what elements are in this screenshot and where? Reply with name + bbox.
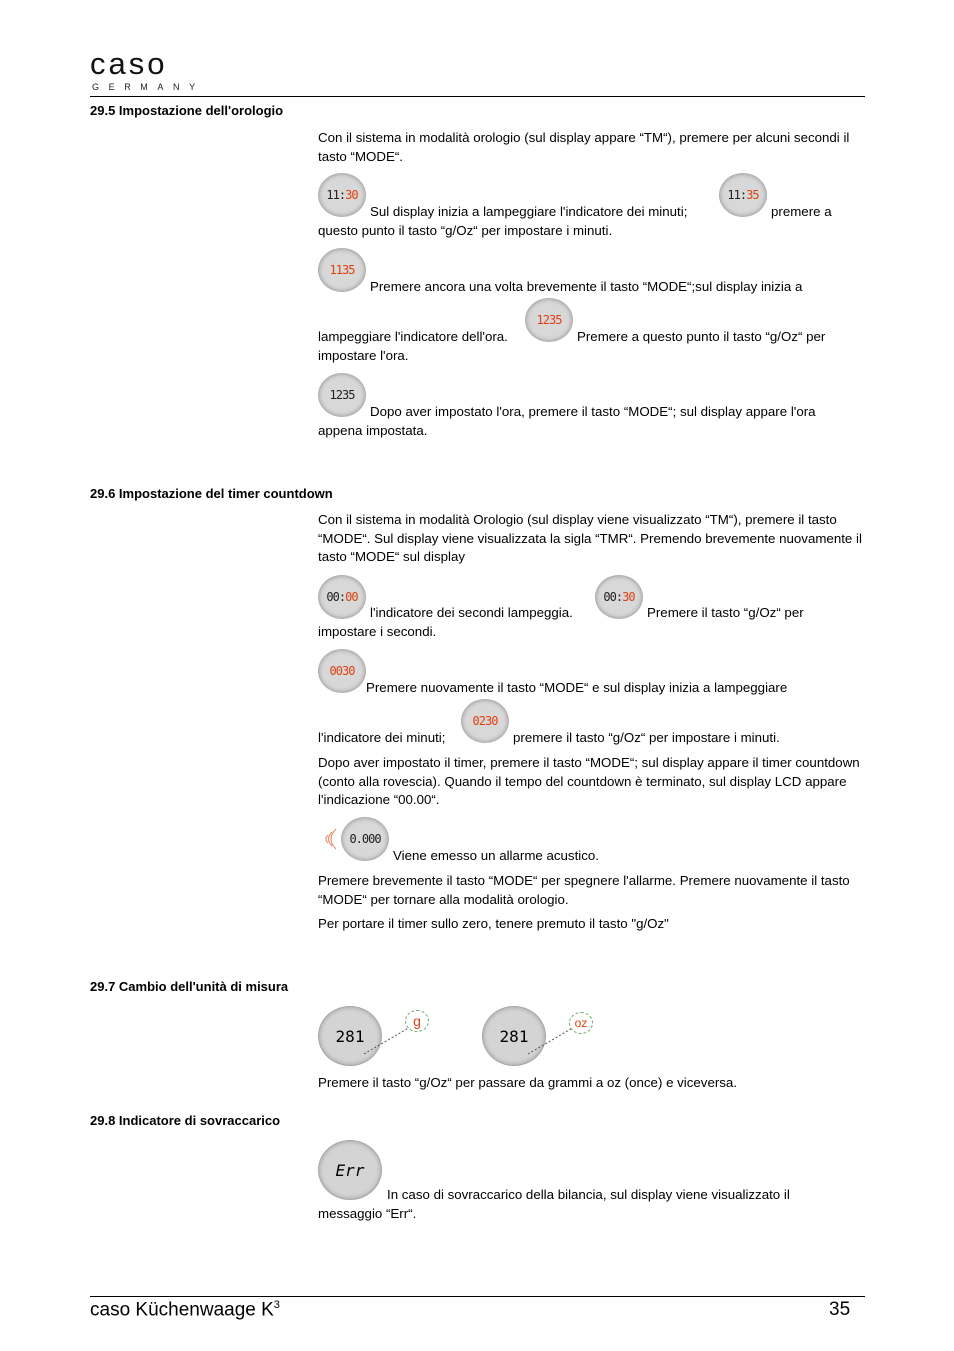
s296-para2: Premere brevemente il tasto “MODE“ per spegnere l'allarme. Premere nuovamente il tasto “MODE“ per tornare alla modalità orologio.: [318, 873, 850, 907]
s298-text-a: In caso di sovraccarico della bilancia, sul display viene visualizzato il: [387, 1187, 790, 1202]
display-clock-1135: 1135: [318, 248, 366, 292]
display-clock-set: 1235: [318, 373, 366, 417]
display-timer-seconds: 00: 00: [318, 575, 366, 619]
display-clock-minutes: 11: 30: [318, 173, 366, 217]
page-number: 35: [829, 1299, 851, 1320]
display-timer-minutes: 0030: [318, 649, 366, 693]
unit-badge-ounces: oz: [569, 1012, 593, 1034]
s298-text-b: messaggio “Err“.: [318, 1206, 417, 1221]
alarm-sound-icon: [322, 826, 338, 852]
display-timer-minutes-set: 0230: [461, 699, 509, 743]
s296-step1-c: impostare i secondi.: [318, 624, 437, 639]
s295-step2-d: impostare l'ora.: [318, 348, 409, 363]
section-heading-29-6: 29.6 Impostazione del timer countdown: [90, 486, 333, 501]
s297-text: Premere il tasto “g/Oz“ per passare da grammi a oz (once) e viceversa.: [318, 1075, 738, 1090]
s296-intro: Con il sistema in modalità Orologio (sul display viene visualizzato “TM“), premere il tasto “MODE“. Sul display viene visualizzata la sigla “TMR“. Premendo brevemente nuovamente il tasto “MODE“ sul display: [318, 512, 862, 565]
display-clock-minutes-set: 11: 35: [719, 173, 767, 217]
display-timer-zero: 0.000: [341, 817, 389, 861]
s296-para3: Per portare il timer sullo zero, tenere premuto il tasto "g/Oz": [318, 916, 669, 931]
s295-step2-b: lampeggiare l'indicatore dell'ora.: [318, 329, 508, 344]
s295-step3-a: Dopo aver impostato l'ora, premere il tasto “MODE“; sul display appare l'ora: [370, 404, 816, 419]
display-clock-hour: 1235: [525, 298, 573, 342]
display-weight-ounces: 281: [482, 1006, 546, 1066]
s295-step1-c: questo punto il tasto “g/Oz“ per impostare i minuti.: [318, 223, 613, 238]
s295-step3-b: appena impostata.: [318, 423, 428, 438]
display-weight-grams: 281: [318, 1006, 382, 1066]
header-rule: [90, 96, 865, 97]
footer-title: caso Küchenwaage $K^3$: [90, 1299, 280, 1321]
brand-logo: [78, 44, 208, 96]
display-overload: Err: [318, 1140, 382, 1200]
s296-alarm: Viene emesso un allarme acustico.: [393, 848, 599, 863]
section-heading-29-5: 29.5 Impostazione dell'orologio: [90, 103, 284, 118]
footer-title-superscript: 3: [273, 1299, 280, 1311]
s295-step2-a: Premere ancora una volta brevemente il tasto “MODE“;sul display inizia a: [370, 279, 803, 294]
s295-intro: Con il sistema in modalità orologio (sul display appare “TM“), premere per alcuni secondi il tasto “MODE“.: [318, 130, 850, 164]
s296-para1: Dopo aver impostato il timer, premere il tasto “MODE“; sul display appare il timer countdown (conto alla rovescia). Quando il tempo del countdown è terminato, sul display LCD appare l'indicazione “00.00“.: [318, 755, 860, 808]
s296-step1-a: l'indicatore dei secondi lampeggia.: [370, 605, 573, 620]
s296-step2-a: Premere nuovamente il tasto “MODE“ e sul display inizia a lampeggiare: [366, 680, 788, 695]
s295-step1-a: Sul display inizia a lampeggiare l'indicatore dei minuti;: [370, 204, 688, 219]
s296-step1-b: Premere il tasto “g/Oz“ per: [647, 605, 804, 620]
s296-step2-b: l'indicatore dei minuti;: [318, 730, 446, 745]
s295-step1-b: premere a: [771, 204, 832, 219]
logo-subtitle: GERMANY: [92, 82, 205, 92]
section-heading-29-8: 29.8 Indicatore di sovraccarico: [90, 1113, 281, 1128]
s296-step2-c: premere il tasto “g/Oz“ per impostare i minuti.: [513, 730, 780, 745]
footer-rule: [90, 1296, 865, 1297]
s295-step2-c: Premere a questo punto il tasto “g/Oz“ per: [577, 329, 826, 344]
logo-text: caso: [90, 46, 168, 81]
unit-badge-grams: g: [405, 1010, 429, 1032]
section-heading-29-7: 29.7 Cambio dell'unità di misura: [90, 979, 289, 994]
display-timer-seconds-set: 00: 30: [595, 575, 643, 619]
